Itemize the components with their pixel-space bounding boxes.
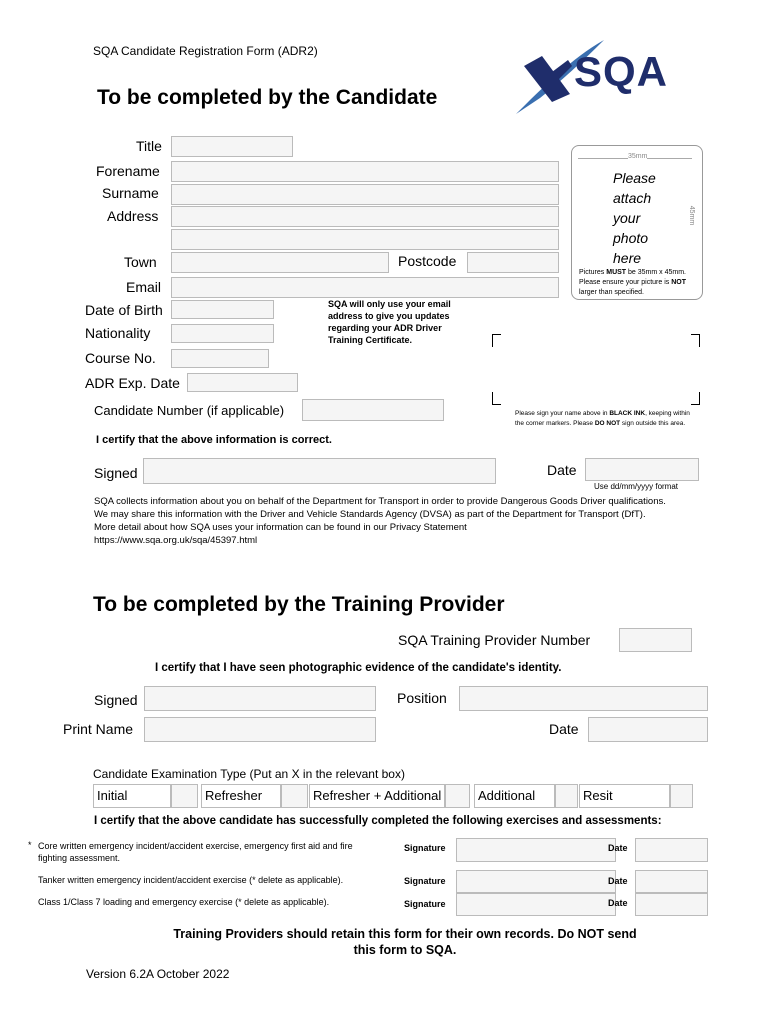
adr-exp-label: ADR Exp. Date xyxy=(85,375,180,391)
date-format-hint: Use dd/mm/yyyy format xyxy=(594,482,679,491)
candidate-number-label: Candidate Number (if applicable) xyxy=(94,403,285,418)
photo-prompt-line-4: photo xyxy=(613,230,649,246)
postcode-label: Postcode xyxy=(398,253,457,269)
version-footer: Version 6.2A October 2022 xyxy=(86,967,230,981)
photo-prompt xyxy=(613,168,656,268)
privacy-line-1: SQA collects information about you on behalf of the Department for Transport in order to provide Dangerous Goods Driver qualifications. xyxy=(94,496,666,507)
dob-label: Date of Birth xyxy=(85,302,163,318)
nationality-field[interactable] xyxy=(171,324,274,343)
candidate-heading: To be completed by the Candidate xyxy=(97,86,438,109)
exercise-text: Tanker written emergency incident/accident exercise (* delete as applicable). xyxy=(38,875,344,885)
surname-label: Surname xyxy=(102,185,159,201)
privacy-line-2: We may share this information with the Driver and Vehicle Standards Agency (DVSA) as part of the Department for Transport (DfT). xyxy=(94,509,646,520)
provider-date-label: Date xyxy=(549,721,579,737)
exam-type-label: Candidate Examination Type (Put an X in the relevant box) xyxy=(93,767,405,781)
exercise-date-label: Date xyxy=(608,876,628,886)
provider-certify-completion: I certify that the above candidate has successfully completed the following exercises and assessments: xyxy=(94,815,662,827)
photo-prompt-line-2: attach xyxy=(613,190,652,206)
form-title: SQA Candidate Registration Form (ADR2) xyxy=(93,44,318,58)
retain-note: Training Providers should retain this form for their own records. Do NOT send this form to SQA. xyxy=(173,927,637,957)
provider-heading: To be completed by the Training Provider xyxy=(93,593,505,616)
exam-type-resit-box[interactable] xyxy=(670,784,693,808)
photo-note-post: larger than specified. xyxy=(579,289,644,296)
photo-note-not: NOT xyxy=(671,279,686,286)
address-field-1[interactable] xyxy=(171,206,559,227)
title-field[interactable] xyxy=(171,136,293,157)
exercise-date-field[interactable] xyxy=(635,893,708,916)
postcode-field[interactable] xyxy=(467,252,559,273)
photo-width-label: 35mm xyxy=(628,153,648,160)
logo-text: SQA xyxy=(574,48,669,95)
town-field[interactable] xyxy=(171,252,389,273)
sig-note-ink: BLACK INK xyxy=(609,410,646,417)
photo-height-label: 45mm xyxy=(688,205,696,226)
corner-marker-bottom-right xyxy=(691,392,700,405)
exam-type-refresher-additional-box[interactable] xyxy=(445,784,470,808)
surname-field[interactable] xyxy=(171,184,559,205)
exercise-text: Class 1/Class 7 loading and emergency exercise (* delete as applicable). xyxy=(38,897,330,907)
sqa-logo xyxy=(512,36,682,116)
photo-note-must: MUST xyxy=(606,269,627,276)
provider-certify-identity: I certify that I have seen photographic evidence of the candidate's identity. xyxy=(155,662,562,674)
exercise-signature-field[interactable] xyxy=(456,838,616,862)
privacy-statement xyxy=(94,495,704,547)
exam-type-refresher-label: Refresher xyxy=(201,784,281,808)
exercise-date-label: Date xyxy=(608,898,628,908)
exercise-signature-field[interactable] xyxy=(456,870,616,893)
exercise-date-field[interactable] xyxy=(635,838,708,862)
exercise-row xyxy=(28,895,718,919)
exam-type-resit-label: Resit xyxy=(579,784,670,808)
position-label: Position xyxy=(397,690,447,706)
sig-note-mid: , keeping within the corner markers. Please xyxy=(515,410,690,427)
exercise-signature-label: Signature xyxy=(404,843,446,853)
photo-note-pre: Pictures xyxy=(579,269,607,276)
exam-type-initial-label: Initial xyxy=(93,784,171,808)
exercise-star: * xyxy=(28,840,32,850)
provider-number-label: SQA Training Provider Number xyxy=(398,632,591,648)
print-name-field[interactable] xyxy=(144,717,376,742)
address-label: Address xyxy=(107,208,159,224)
candidate-signed-label: Signed xyxy=(94,465,138,481)
title-label: Title xyxy=(136,138,162,154)
photo-prompt-line-1: Please xyxy=(613,170,656,186)
town-label: Town xyxy=(124,254,157,270)
sig-note-post: sign outside this area. xyxy=(620,420,686,427)
exercise-text: Core written emergency incident/accident exercise, emergency first aid and fire fighting assessment. xyxy=(38,841,353,863)
forename-label: Forename xyxy=(96,163,160,179)
exam-type-refresher-box[interactable] xyxy=(281,784,308,808)
exam-type-additional-label: Additional xyxy=(474,784,555,808)
forename-field[interactable] xyxy=(171,161,559,182)
provider-signed-label: Signed xyxy=(94,692,138,708)
provider-signed-field[interactable] xyxy=(144,686,376,711)
print-name-label: Print Name xyxy=(63,721,134,737)
exercise-row xyxy=(28,840,718,868)
candidate-date-field[interactable] xyxy=(585,458,699,481)
exam-type-initial-box[interactable] xyxy=(171,784,198,808)
provider-date-field[interactable] xyxy=(588,717,708,742)
dob-field[interactable] xyxy=(171,300,274,319)
exercise-date-field[interactable] xyxy=(635,870,708,893)
course-label: Course No. xyxy=(85,350,156,366)
course-field[interactable] xyxy=(171,349,269,368)
photo-prompt-line-5: here xyxy=(613,250,642,266)
exercise-date-label: Date xyxy=(608,843,628,853)
privacy-line-3: More detail about how SQA uses your information can be found in our Privacy Statement xyxy=(94,522,467,533)
sig-note-dont: DO NOT xyxy=(594,420,621,427)
privacy-link[interactable]: https://www.sqa.org.uk/sqa/45397.html xyxy=(94,535,258,546)
email-field[interactable] xyxy=(171,277,559,298)
adr-exp-field[interactable] xyxy=(187,373,298,392)
photo-note xyxy=(579,268,699,298)
exercise-signature-label: Signature xyxy=(404,899,446,909)
exercise-signature-label: Signature xyxy=(404,876,446,886)
candidate-signed-field[interactable] xyxy=(143,458,496,484)
address-field-2[interactable] xyxy=(171,229,559,250)
exam-type-additional-box[interactable] xyxy=(555,784,578,808)
candidate-certify: I certify that the above information is correct. xyxy=(96,434,332,446)
photo-signature-area[interactable] xyxy=(500,340,690,400)
photo-note-mid: be 35mm x 45mm. Please ensure your picture is xyxy=(579,269,686,286)
corner-marker-top-right xyxy=(691,334,700,347)
candidate-number-field[interactable] xyxy=(302,399,444,421)
exam-type-refresher-additional-label: Refresher + Additional xyxy=(309,784,445,808)
photo-prompt-line-3: your xyxy=(613,210,641,226)
provider-number-field[interactable] xyxy=(619,628,692,652)
candidate-date-label: Date xyxy=(547,462,577,478)
nationality-label: Nationality xyxy=(85,325,151,341)
sig-note-pre: Please sign your name above in xyxy=(515,410,610,417)
signature-note xyxy=(515,409,690,429)
exercise-signature-field[interactable] xyxy=(456,893,616,916)
email-note: SQA will only use your email address to give you updates regarding your ADR Driver Training Certificate. xyxy=(328,299,451,345)
email-label: Email xyxy=(126,279,162,295)
position-field[interactable] xyxy=(459,686,708,711)
